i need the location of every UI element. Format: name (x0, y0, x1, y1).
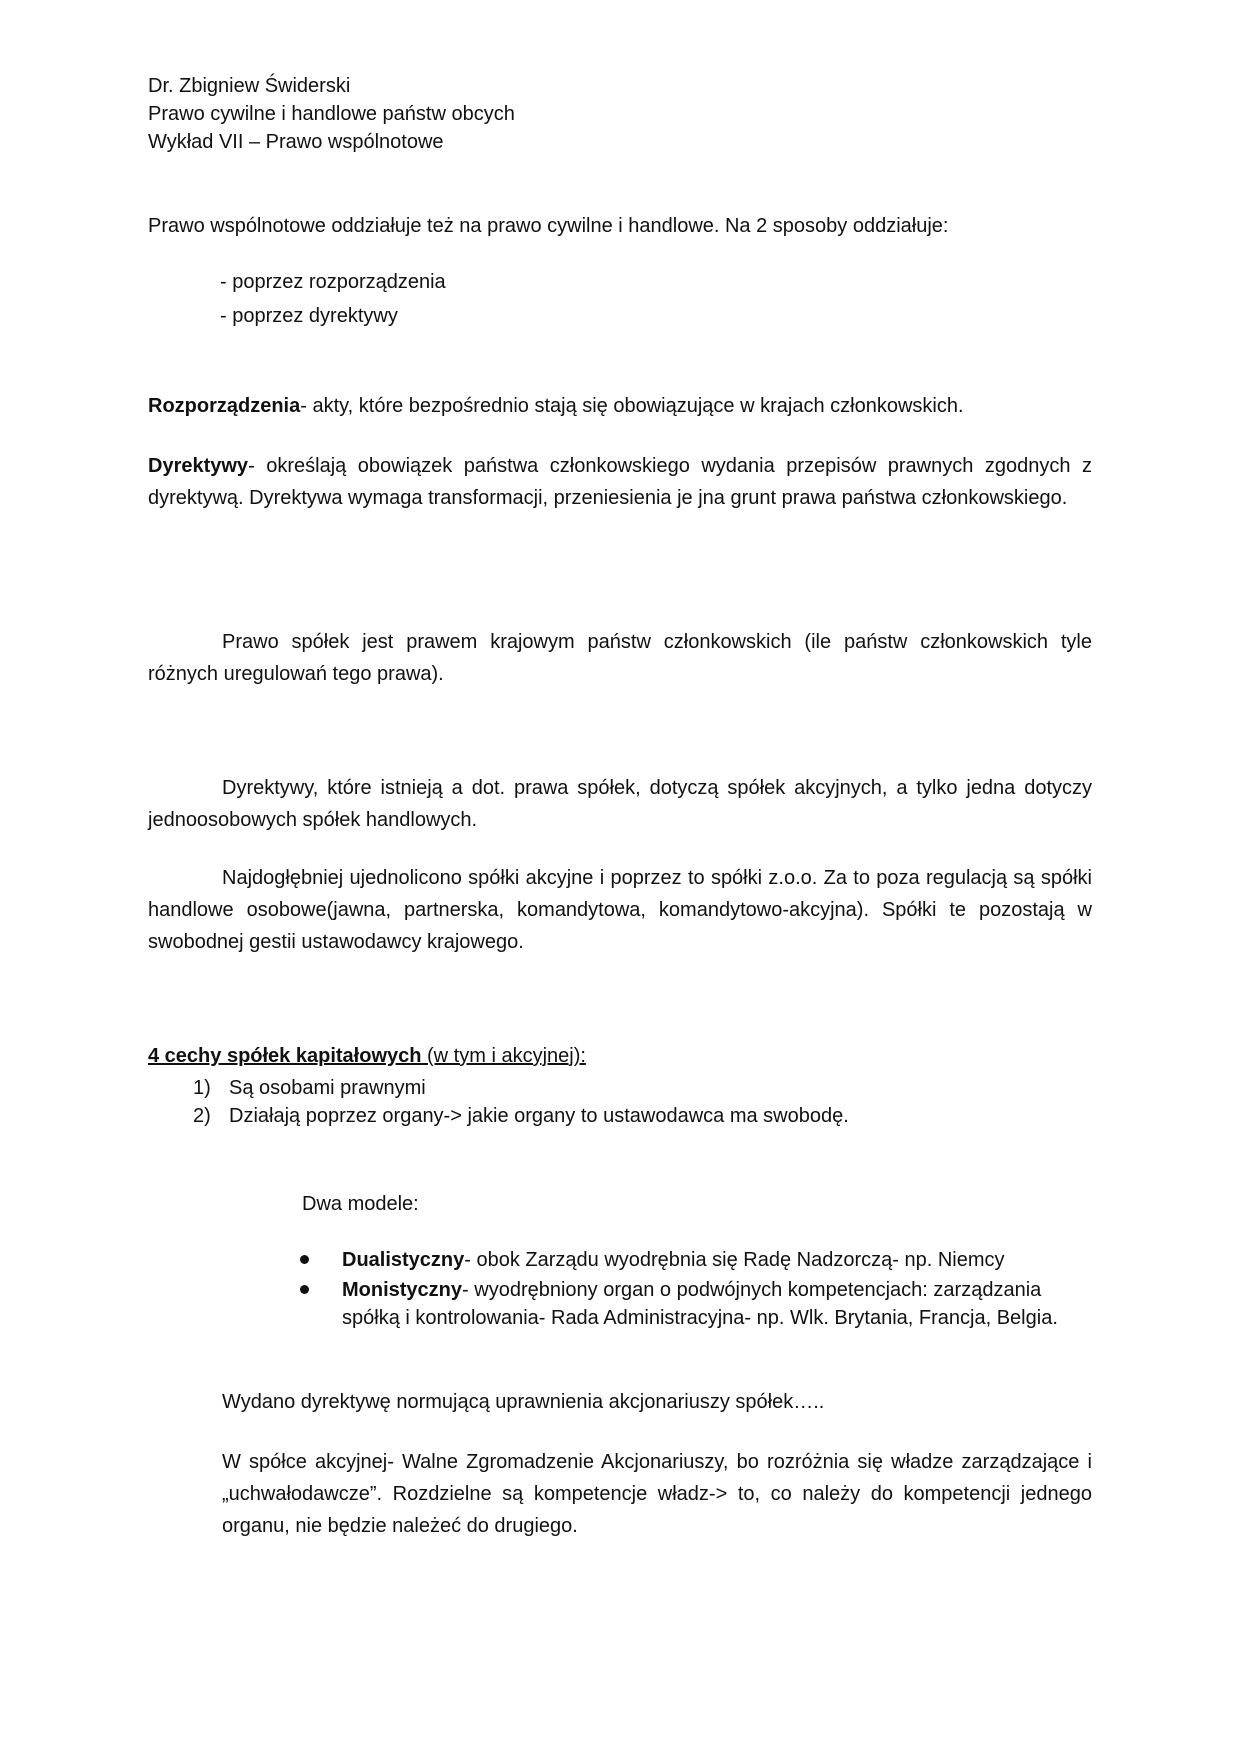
model-text: - obok Zarządu wyodrębnia się Radę Nadzorczą- np. Niemcy (464, 1249, 1005, 1271)
feature-item-text: Są osobami prawnymi (229, 1077, 426, 1099)
models-label: Dwa modele: (302, 1193, 419, 1215)
bullet-icon (300, 1285, 309, 1294)
course-line: Prawo cywilne i handlowe państw obcych (148, 103, 515, 125)
features-heading-bold: 4 cechy spółek kapitałowych (148, 1045, 422, 1067)
intro-item-regulations: - poprzez rozporządzenia (220, 271, 446, 293)
directives-text: - określają obowiązek państwa członkowskiego wydania przepisów prawnych zgodnych z dyrektywą. Dyrektywa wymaga transformacji, przeniesienia je jna grunt prawa państwa członkowskiego. (148, 455, 1092, 509)
author-line: Dr. Zbigniew Świderski (148, 75, 351, 97)
model-item-dualistic (300, 1246, 1092, 1274)
regulations-definition (148, 392, 1092, 420)
model-term: Dualistyczny (342, 1249, 465, 1271)
unification-paragraph: Najdogłębniej ujednolicono spółki akcyjne i poprzez to spółki z.o.o. Za to poza regulacją są spółki handlowe osobowe(jawna, partnerska, komandytowa, komandytowo-akcyjna). Spółki te pozostają w swobodnej gestii ustawodawcy krajowego. (148, 867, 1092, 953)
feature-item (193, 1074, 426, 1102)
regulations-term: Rozporządzenia (148, 395, 301, 417)
bullet-icon (300, 1255, 309, 1264)
regulations-text: - akty, które bezpośrednio stają się obowiązujące w krajach członkowskich. (300, 395, 964, 417)
directives-term: Dyrektywy (148, 455, 249, 477)
model-term: Monistyczny (342, 1279, 463, 1301)
intro-paragraph: Prawo wspólnotowe oddziałuje też na prawo cywilne i handlowe. Na 2 sposoby oddziałuje: (148, 215, 949, 237)
intro-item-directives: - poprzez dyrektywy (220, 305, 398, 327)
feature-item (193, 1102, 849, 1130)
features-heading (148, 1042, 1092, 1070)
feature-item-number: 1) (193, 1077, 211, 1099)
feature-item-number: 2) (193, 1105, 211, 1127)
directives-scope-paragraph: Dyrektywy, które istnieją a dot. prawa spółek, dotyczą spółek akcyjnych, a tylko jedna dotyczy jednoosobowych spółek handlowych. (148, 777, 1092, 831)
feature-item-text: Działają poprzez organy-> jakie organy to ustawodawca ma swobodę. (229, 1105, 849, 1127)
directives-definition (148, 450, 1092, 514)
company-law-paragraph: Prawo spółek jest prawem krajowym państw członkowskich (ile państw członkowskich tyle różnych uregulowań tego prawa). (148, 631, 1092, 685)
lecture-line: Wykład VII – Prawo wspólnotowe (148, 131, 444, 153)
model-text: - wyodrębniony organ o podwójnych kompetencjach: zarządzania spółką i kontrolowania- Rada Administracyjna- np. Wlk. Brytania, Francja, Belgia. (342, 1279, 1058, 1329)
directive-issued-paragraph: Wydano dyrektywę normującą uprawnienia akcjonariuszy spółek….. (222, 1391, 825, 1413)
general-meeting-paragraph: W spółce akcyjnej- Walne Zgromadzenie Akcjonariuszy, bo rozróżnia się władze zarządzające i „uchwałodawcze”. Rozdzielne są kompetencje władz-> to, co należy do kompetencji jednego organu, nie będzie należeć do drugiego. (222, 1451, 1092, 1537)
model-item-monistic (300, 1276, 1092, 1332)
features-heading-rest: (w tym i akcyjnej): (421, 1045, 586, 1067)
